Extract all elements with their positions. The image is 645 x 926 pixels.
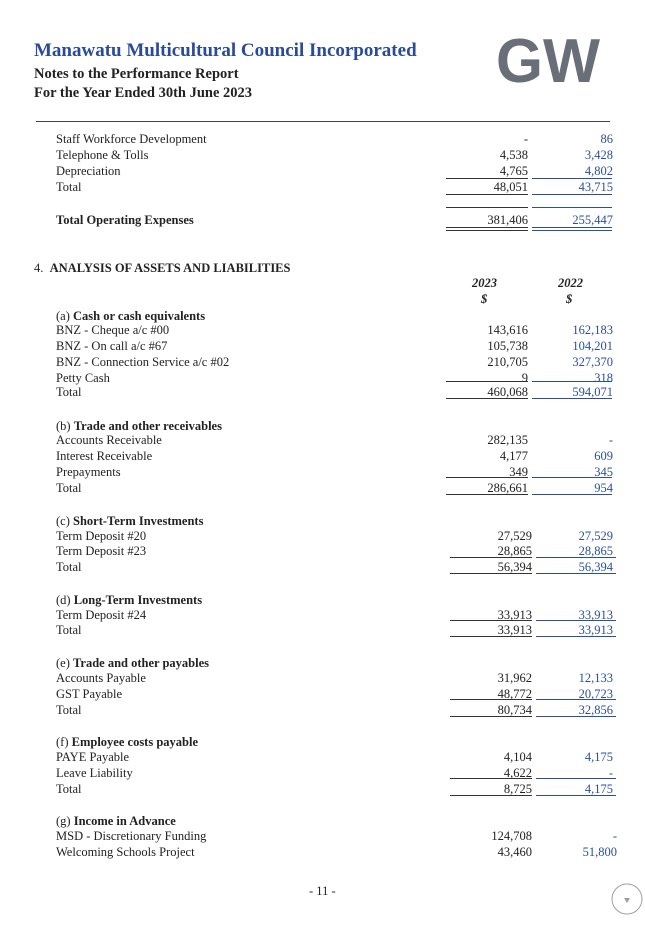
row-label: BNZ - Connection Service a/c #02: [56, 355, 230, 369]
report-period: For the Year Ended 30th June 2023: [34, 85, 253, 101]
row-label: Total: [56, 481, 82, 495]
value-2023: 4,104: [503, 750, 532, 764]
audit-stamp: [610, 882, 644, 916]
row-label: Staff Workforce Development: [56, 132, 207, 146]
value-2022: 4,175: [584, 750, 613, 764]
value-2023: 124,708: [491, 829, 532, 843]
unit-2022: $: [566, 292, 573, 306]
value-2022: 27,529: [578, 529, 613, 543]
value-2022: 345: [594, 465, 613, 479]
value-2023: 48,772: [497, 687, 532, 701]
row-label: Welcoming Schools Project: [56, 845, 195, 859]
group-title: Short-Term Investments: [73, 514, 204, 528]
group-heading-income-in-advance: [0, 813, 645, 829]
section-heading: [34, 261, 290, 276]
double-rule: [446, 227, 528, 228]
value-2023: 282,135: [487, 433, 528, 447]
total-rule: [450, 716, 532, 717]
opex-rule-top: [532, 207, 612, 208]
group-title: Income in Advance: [73, 814, 176, 828]
section-title: ANALYSIS OF ASSETS AND LIABILITIES: [49, 261, 291, 275]
row-label: Prepayments: [56, 465, 121, 479]
group-letter: (a): [56, 309, 70, 323]
opex-rule-top: [446, 207, 528, 208]
row-label: Accounts Payable: [56, 671, 146, 685]
double-rule: [532, 227, 612, 228]
group-title: Long-Term Investments: [73, 593, 203, 607]
value-2023: 33,913: [497, 623, 532, 637]
group-title: Cash or cash equivalents: [73, 309, 206, 323]
value-2022: 609: [594, 449, 613, 463]
group-title: Employee costs payable: [71, 735, 199, 749]
value-2023: 4,177: [499, 449, 528, 463]
table-row: [0, 448, 645, 464]
subtotal-rule: [536, 620, 616, 621]
group-letter: (b): [56, 419, 71, 433]
value-2023: 4,622: [503, 766, 532, 780]
unit-2023: $: [481, 292, 488, 306]
value-2023: 8,725: [503, 782, 532, 796]
value-2023: 381,406: [487, 213, 528, 227]
value-2022: 33,913: [578, 608, 613, 622]
total-rule: [450, 636, 532, 637]
group-letter: (e): [56, 656, 70, 670]
subtotal-rule: [536, 557, 616, 558]
total-rule: [532, 194, 612, 195]
double-rule: [532, 230, 612, 231]
value-2022: 4,802: [584, 164, 613, 178]
row-label: Total: [56, 703, 82, 717]
row-label: MSD - Discretionary Funding: [56, 829, 207, 843]
row-label: Petty Cash: [56, 371, 110, 385]
row-label: Leave Liability: [56, 766, 133, 780]
table-row: [0, 528, 645, 544]
value-2022: 43,715: [578, 180, 613, 194]
subtotal-rule: [532, 477, 612, 478]
table-row: [0, 322, 645, 338]
group-heading-short-term: [0, 513, 645, 529]
value-2023: 210,705: [487, 355, 528, 369]
value-2023: 80,734: [497, 703, 532, 717]
subtotal-rule: [450, 620, 532, 621]
value-2023: 9: [521, 371, 528, 385]
row-label: Total Operating Expenses: [56, 213, 194, 227]
value-2022: 51,800: [582, 845, 617, 859]
row-label: Interest Receivable: [56, 449, 153, 463]
subtotal-rule: [446, 381, 528, 382]
table-row: [0, 354, 645, 370]
table-row: [0, 670, 645, 686]
subtotal-rule: [446, 477, 528, 478]
value-2023: 4,538: [499, 148, 528, 162]
value-2023: 460,068: [487, 385, 528, 399]
total-rule: [536, 636, 616, 637]
group-letter: (f): [56, 735, 69, 749]
value-2022: 104,201: [572, 339, 613, 353]
row-label: Term Deposit #23: [56, 544, 147, 558]
value-2022: 32,856: [578, 703, 613, 717]
table-row: [0, 338, 645, 354]
table-row: [0, 432, 645, 448]
gw-logo-text: GW: [496, 30, 600, 90]
report-subtitle: Notes to the Performance Report: [34, 66, 239, 82]
value-2022: 327,370: [572, 355, 613, 369]
organisation-name: Manawatu Multicultural Council Incorporated: [34, 40, 417, 61]
header-divider: [36, 121, 610, 122]
value-2022: 20,723: [578, 687, 613, 701]
value-2023: 27,529: [497, 529, 532, 543]
row-label: Term Deposit #24: [56, 608, 147, 622]
subtotal-rule: [450, 557, 532, 558]
table-row: [0, 147, 645, 163]
row-label: BNZ - Cheque a/c #00: [56, 323, 170, 337]
value-2022: -: [608, 766, 613, 780]
value-2023: 349: [509, 465, 528, 479]
value-2023: 48,051: [493, 180, 528, 194]
value-2022: -: [608, 433, 613, 447]
value-2023: -: [523, 132, 528, 146]
group-letter: (d): [56, 593, 71, 607]
value-2023: 28,865: [497, 544, 532, 558]
group-letter: (c): [56, 514, 70, 528]
value-2022: 12,133: [578, 671, 613, 685]
total-rule: [532, 398, 612, 399]
value-2023: 43,460: [497, 845, 532, 859]
group-title: Trade and other receivables: [73, 419, 222, 433]
value-2022: 594,071: [572, 385, 613, 399]
row-label: Total: [56, 782, 82, 796]
group-heading-payables: [0, 655, 645, 671]
row-label: GST Payable: [56, 687, 123, 701]
table-row: [0, 749, 645, 765]
total-rule: [446, 398, 528, 399]
year-2023-header: 2023: [472, 276, 497, 290]
row-label: Total: [56, 560, 82, 574]
row-label: Total: [56, 623, 82, 637]
table-row: [0, 163, 645, 179]
total-rule: [446, 194, 528, 195]
row-label: Term Deposit #20: [56, 529, 147, 543]
row-label: Depreciation: [56, 164, 121, 178]
value-2022: 33,913: [578, 623, 613, 637]
table-row: [0, 131, 645, 147]
group-title: Trade and other payables: [73, 656, 210, 670]
value-2022: 954: [594, 481, 613, 495]
double-rule: [446, 230, 528, 231]
value-2023: 286,661: [487, 481, 528, 495]
total-operating-expenses-row: [0, 212, 645, 228]
total-rule: [532, 494, 612, 495]
year-2022-header: 2022: [558, 276, 583, 290]
value-2023: 105,738: [487, 339, 528, 353]
value-2023: 31,962: [497, 671, 532, 685]
value-2022: 56,394: [578, 560, 613, 574]
subtotal-rule: [536, 778, 616, 779]
group-heading-long-term: [0, 592, 645, 608]
subtotal-rule: [536, 699, 616, 700]
total-row: [0, 179, 645, 195]
page-number: - 11 -: [309, 884, 336, 898]
total-rule: [450, 573, 532, 574]
value-2022: 4,175: [584, 782, 613, 796]
gw-logo: [496, 30, 600, 90]
subtotal-rule: [532, 381, 612, 382]
value-2023: 143,616: [487, 323, 528, 337]
total-rule: [536, 573, 616, 574]
total-rule: [450, 795, 532, 796]
subtotal-rule: [450, 778, 532, 779]
value-2022: 318: [594, 371, 613, 385]
table-row: [0, 844, 645, 860]
value-2023: 33,913: [497, 608, 532, 622]
row-label: Total: [56, 385, 82, 399]
value-2022: 86: [600, 132, 613, 146]
value-2022: 255,447: [572, 213, 613, 227]
value-2022: 3,428: [584, 148, 613, 162]
value-2023: 56,394: [497, 560, 532, 574]
value-2022: 162,183: [572, 323, 613, 337]
row-label: Telephone & Tolls: [56, 148, 149, 162]
group-letter: (g): [56, 814, 71, 828]
total-rule: [536, 716, 616, 717]
row-label: BNZ - On call a/c #67: [56, 339, 168, 353]
row-label: PAYE Payable: [56, 750, 130, 764]
total-rule: [446, 494, 528, 495]
row-label: Total: [56, 180, 82, 194]
value-2023: 4,765: [499, 164, 528, 178]
value-2022: 28,865: [578, 544, 613, 558]
group-heading-employee-costs: [0, 734, 645, 750]
total-rule: [536, 795, 616, 796]
table-row: [0, 828, 645, 844]
subtotal-rule: [450, 699, 532, 700]
row-label: Accounts Receivable: [56, 433, 162, 447]
value-2022: -: [612, 829, 617, 843]
section-number: 4.: [34, 261, 44, 275]
